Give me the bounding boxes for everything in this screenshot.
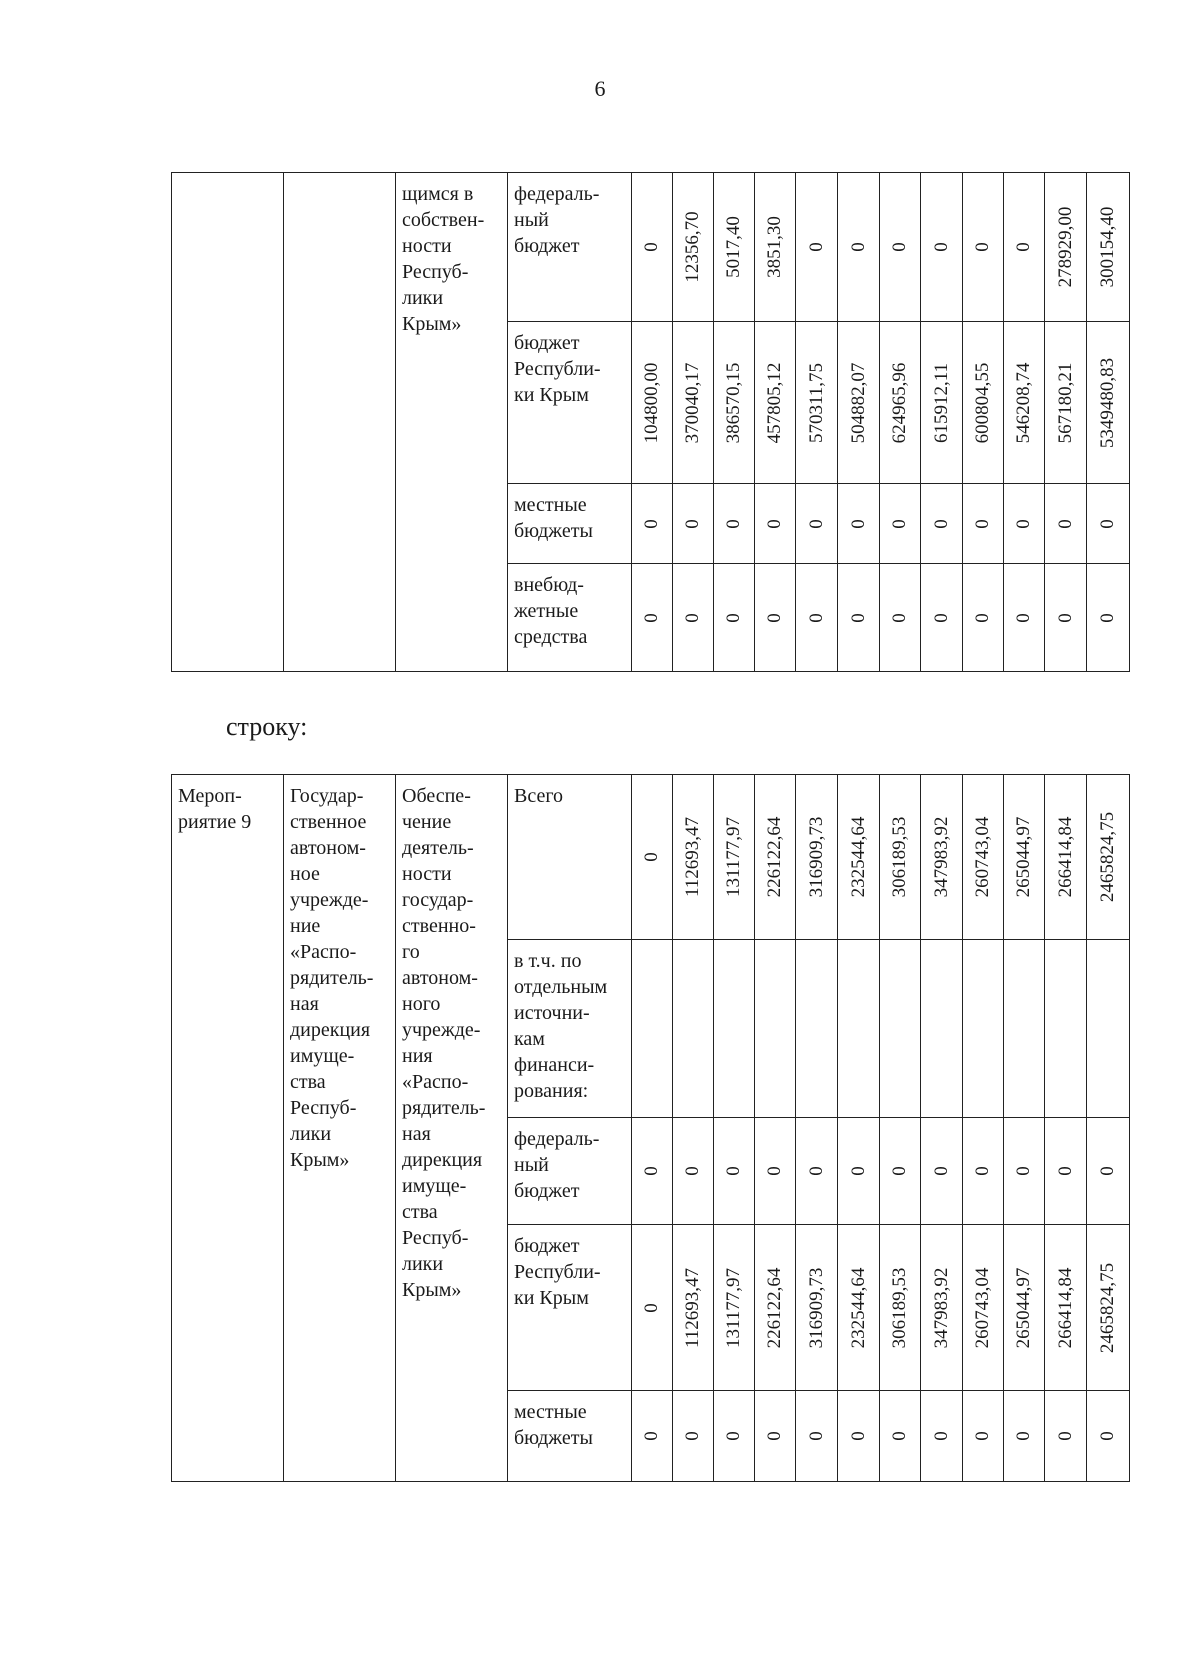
funding-table-measure-9 — [171, 774, 1130, 1482]
value-cell — [796, 173, 838, 322]
value-text: 0 — [889, 1431, 910, 1441]
value-text: 0 — [764, 1431, 785, 1441]
value-cell — [838, 940, 880, 1118]
value-cell — [796, 1391, 838, 1482]
value-text: 112693,47 — [682, 1267, 703, 1348]
value-text: 0 — [1013, 518, 1034, 529]
value-cell — [921, 173, 963, 322]
value-cell — [1004, 173, 1045, 322]
value-text: 0 — [889, 1166, 910, 1176]
value-cell — [673, 1225, 714, 1391]
value-cell — [963, 1391, 1004, 1482]
value-cell — [673, 1118, 714, 1225]
value-cell — [838, 1118, 880, 1225]
value-cell — [963, 322, 1004, 484]
value-text: 386570,15 — [723, 362, 744, 443]
value-cell — [755, 564, 796, 672]
value-text: 0 — [682, 518, 703, 529]
table1-col-c: щимся в собствен- ности Респуб- лики Крым» — [402, 183, 485, 335]
value-text: 370040,17 — [682, 362, 703, 443]
value-cell — [755, 940, 796, 1118]
value-text: 232544,64 — [847, 816, 869, 898]
value-cell — [838, 173, 880, 322]
table2-col-a: Мероп- риятие 9 — [178, 785, 252, 833]
funding-source-label: местные бюджеты — [514, 494, 593, 542]
value-cell — [714, 173, 755, 322]
value-cell — [1087, 564, 1130, 672]
value-cell — [632, 1225, 673, 1391]
funding-source-label: местные бюджеты — [514, 1401, 593, 1449]
value-text: 0 — [1013, 612, 1034, 623]
value-text: 0 — [847, 1166, 869, 1176]
value-text: 0 — [1054, 1431, 1076, 1441]
value-cell — [632, 1118, 673, 1225]
value-text: 112693,47 — [682, 816, 703, 898]
value-text: 0 — [641, 852, 662, 862]
value-text: 5349480,83 — [1097, 357, 1118, 448]
table1-col-c-cell — [396, 173, 508, 672]
value-text: 0 — [805, 518, 827, 529]
value-text: 0 — [930, 612, 952, 623]
value-cell — [1087, 484, 1130, 564]
value-cell — [880, 484, 921, 564]
value-text: 260743,04 — [972, 1267, 993, 1348]
value-cell — [1087, 1391, 1130, 1482]
value-text: 600804,55 — [972, 362, 993, 443]
value-cell — [1045, 940, 1087, 1118]
value-cell — [1004, 564, 1045, 672]
value-text: 266414,84 — [1054, 816, 1076, 898]
value-text: 567180,21 — [1054, 362, 1076, 443]
value-cell — [880, 322, 921, 484]
value-cell — [714, 775, 755, 940]
value-cell — [880, 1391, 921, 1482]
value-text: 0 — [930, 242, 952, 252]
value-text: 615912,11 — [930, 362, 952, 443]
value-text: 0 — [930, 1166, 952, 1176]
table2-col-b: Государ- ственное автоном- ное учрежде- ние «Распо- рядитель- ная дирекция имуще- ства Респуб- лики Крым» — [290, 785, 374, 1171]
funding-source-label: внебюд- жетные средства — [514, 574, 588, 648]
value-text: 0 — [1013, 1431, 1034, 1441]
value-cell — [673, 1391, 714, 1482]
value-text: 2465824,75 — [1097, 811, 1118, 903]
funding-source-cell — [508, 484, 632, 564]
value-cell — [1045, 173, 1087, 322]
value-text: 347983,92 — [930, 1267, 952, 1348]
value-cell — [632, 940, 673, 1118]
value-cell — [714, 940, 755, 1118]
value-text: 0 — [930, 518, 952, 529]
value-cell — [1087, 1225, 1130, 1391]
value-text: 12356,70 — [682, 211, 703, 283]
value-cell — [880, 940, 921, 1118]
value-cell — [963, 940, 1004, 1118]
table2-col-a-cell — [172, 775, 284, 1482]
funding-source-cell — [508, 940, 632, 1118]
value-text: 131177,97 — [723, 1267, 744, 1348]
value-cell — [921, 484, 963, 564]
value-text: 347983,92 — [930, 816, 952, 898]
value-cell — [1004, 1225, 1045, 1391]
value-text: 0 — [847, 242, 869, 252]
value-cell — [1045, 564, 1087, 672]
value-cell — [796, 940, 838, 1118]
value-text: 0 — [972, 242, 993, 252]
value-cell — [1045, 775, 1087, 940]
value-text: 3851,30 — [764, 216, 785, 278]
funding-source-label: бюджет Республи- ки Крым — [514, 1235, 601, 1309]
value-text: 0 — [972, 1166, 993, 1176]
value-cell — [632, 775, 673, 940]
value-text: 300154,40 — [1097, 206, 1118, 288]
value-text: 0 — [723, 518, 744, 529]
value-text: 0 — [682, 1431, 703, 1441]
value-cell — [673, 484, 714, 564]
value-cell — [880, 173, 921, 322]
value-text: 0 — [764, 518, 785, 529]
value-text: 260743,04 — [972, 816, 993, 898]
value-text: 0 — [764, 1166, 785, 1176]
value-cell — [1045, 1118, 1087, 1225]
funding-source-label: федераль- ный бюджет — [514, 183, 600, 257]
value-text: 0 — [1097, 518, 1118, 529]
value-cell — [714, 1118, 755, 1225]
value-cell — [880, 775, 921, 940]
value-cell — [1004, 322, 1045, 484]
funding-source-label: бюджет Республи- ки Крым — [514, 332, 601, 406]
table2-col-c: Обеспе- чение деятель- ности государ- ственно- го автоном- ного учрежде- ния «Распо- рядитель- ная дирекция имуще- ства Респуб- лики Крым» — [402, 785, 486, 1301]
value-text: 0 — [805, 242, 827, 252]
intro-text: строку: — [226, 712, 308, 741]
value-cell — [921, 1225, 963, 1391]
value-text: 504882,07 — [847, 362, 869, 443]
value-text: 0 — [641, 518, 662, 529]
value-cell — [963, 1225, 1004, 1391]
value-cell — [796, 484, 838, 564]
value-cell — [1087, 775, 1130, 940]
funding-source-cell — [508, 173, 632, 322]
value-text: 0 — [805, 1431, 827, 1441]
value-text: 0 — [972, 1431, 993, 1441]
funding-source-label: в т.ч. по отдельным источни- кам финанси- рования: — [514, 950, 608, 1102]
value-cell — [714, 484, 755, 564]
value-cell — [796, 1225, 838, 1391]
value-text: 0 — [723, 1431, 744, 1441]
value-text: 0 — [641, 1431, 662, 1441]
value-text: 0 — [1054, 612, 1076, 623]
value-text: 624965,96 — [889, 362, 910, 443]
value-text: 0 — [682, 1166, 703, 1176]
value-cell — [632, 484, 673, 564]
value-text: 0 — [1013, 1166, 1034, 1176]
table1-col-a-cell — [172, 173, 284, 672]
value-cell — [963, 173, 1004, 322]
value-cell — [880, 564, 921, 672]
value-text: 0 — [805, 1166, 827, 1176]
table-row — [172, 775, 1130, 940]
value-cell — [838, 322, 880, 484]
value-text: 0 — [1097, 612, 1118, 623]
funding-source-cell — [508, 775, 632, 940]
value-text: 0 — [930, 1431, 952, 1441]
value-cell — [1004, 775, 1045, 940]
value-cell — [1087, 173, 1130, 322]
value-cell — [921, 322, 963, 484]
value-cell — [1045, 1391, 1087, 1482]
value-cell — [838, 484, 880, 564]
value-text: 316909,73 — [805, 1267, 827, 1348]
value-cell — [963, 775, 1004, 940]
value-cell — [673, 173, 714, 322]
value-cell — [632, 173, 673, 322]
value-cell — [755, 322, 796, 484]
value-text: 2465824,75 — [1097, 1262, 1118, 1353]
funding-table-continued — [171, 172, 1130, 672]
value-text: 266414,84 — [1054, 1267, 1076, 1348]
value-cell — [755, 1391, 796, 1482]
value-text: 0 — [847, 1431, 869, 1441]
value-text: 226122,64 — [764, 816, 785, 898]
table2-col-b-cell — [284, 775, 396, 1482]
value-text: 232544,64 — [847, 1267, 869, 1348]
value-text: 0 — [972, 612, 993, 623]
value-cell — [755, 173, 796, 322]
funding-source-cell — [508, 1391, 632, 1482]
funding-source-cell — [508, 1225, 632, 1391]
value-cell — [1004, 1391, 1045, 1482]
value-text: 0 — [641, 1302, 662, 1313]
value-cell — [880, 1118, 921, 1225]
value-text: 5017,40 — [723, 216, 744, 278]
value-cell — [1045, 1225, 1087, 1391]
value-text: 0 — [805, 612, 827, 623]
value-cell — [632, 322, 673, 484]
value-text: 265044,97 — [1013, 1267, 1034, 1348]
value-cell — [921, 775, 963, 940]
value-text: 0 — [641, 242, 662, 252]
funding-source-cell — [508, 564, 632, 672]
page-number: 6 — [594, 76, 606, 101]
table-row — [172, 173, 1130, 322]
value-cell — [755, 484, 796, 564]
value-cell — [796, 775, 838, 940]
value-text: 306189,53 — [889, 816, 910, 898]
value-text: 316909,73 — [805, 816, 827, 898]
value-text: 0 — [723, 1166, 744, 1176]
funding-source-cell — [508, 1118, 632, 1225]
value-cell — [921, 564, 963, 672]
value-cell — [673, 322, 714, 484]
value-cell — [673, 775, 714, 940]
value-cell — [714, 322, 755, 484]
value-text: 131177,97 — [723, 816, 744, 898]
value-cell — [838, 1391, 880, 1482]
value-cell — [963, 564, 1004, 672]
value-cell — [1087, 322, 1130, 484]
value-cell — [1004, 484, 1045, 564]
value-cell — [1004, 940, 1045, 1118]
value-cell — [1045, 322, 1087, 484]
value-text: 0 — [847, 518, 869, 529]
value-cell — [921, 1118, 963, 1225]
funding-source-label: Всего — [514, 785, 564, 807]
table2-col-c-cell — [396, 775, 508, 1482]
value-cell — [838, 564, 880, 672]
value-cell — [1004, 1118, 1045, 1225]
value-cell — [963, 1118, 1004, 1225]
value-cell — [755, 1225, 796, 1391]
value-text: 278929,00 — [1054, 206, 1076, 288]
value-cell — [714, 1225, 755, 1391]
value-cell — [796, 322, 838, 484]
value-cell — [796, 1118, 838, 1225]
value-text: 0 — [1097, 1431, 1118, 1441]
value-cell — [1087, 1118, 1130, 1225]
value-text: 0 — [847, 612, 869, 623]
value-text: 265044,97 — [1013, 816, 1034, 898]
value-text: 0 — [682, 612, 703, 623]
value-cell — [673, 564, 714, 672]
value-cell — [755, 775, 796, 940]
value-cell — [796, 564, 838, 672]
value-text: 0 — [972, 518, 993, 529]
funding-source-cell — [508, 322, 632, 484]
value-text: 0 — [889, 242, 910, 252]
value-text: 546208,74 — [1013, 362, 1034, 443]
value-cell — [714, 564, 755, 672]
value-cell — [838, 775, 880, 940]
value-text: 104800,00 — [641, 362, 662, 443]
value-text: 0 — [1097, 1166, 1118, 1176]
value-cell — [632, 564, 673, 672]
value-cell — [921, 940, 963, 1118]
value-text: 570311,75 — [805, 362, 827, 443]
value-text: 0 — [764, 612, 785, 623]
value-cell — [755, 1118, 796, 1225]
value-text: 0 — [1054, 1166, 1076, 1176]
value-cell — [673, 940, 714, 1118]
table1-col-b-cell — [284, 173, 396, 672]
value-cell — [838, 1225, 880, 1391]
value-text: 0 — [889, 518, 910, 529]
value-cell — [880, 1225, 921, 1391]
value-cell — [921, 1391, 963, 1482]
value-text: 0 — [1054, 518, 1076, 529]
value-text: 226122,64 — [764, 1267, 785, 1348]
value-cell — [714, 1391, 755, 1482]
value-text: 0 — [1013, 242, 1034, 252]
value-cell — [1087, 940, 1130, 1118]
value-cell — [963, 484, 1004, 564]
value-cell — [1045, 484, 1087, 564]
value-text: 0 — [889, 612, 910, 623]
value-text: 457805,12 — [764, 362, 785, 443]
value-cell — [632, 1391, 673, 1482]
funding-source-label: федераль- ный бюджет — [514, 1128, 600, 1202]
value-text: 0 — [641, 612, 662, 623]
value-text: 0 — [723, 612, 744, 623]
value-text: 306189,53 — [889, 1267, 910, 1348]
value-text: 0 — [641, 1166, 662, 1176]
